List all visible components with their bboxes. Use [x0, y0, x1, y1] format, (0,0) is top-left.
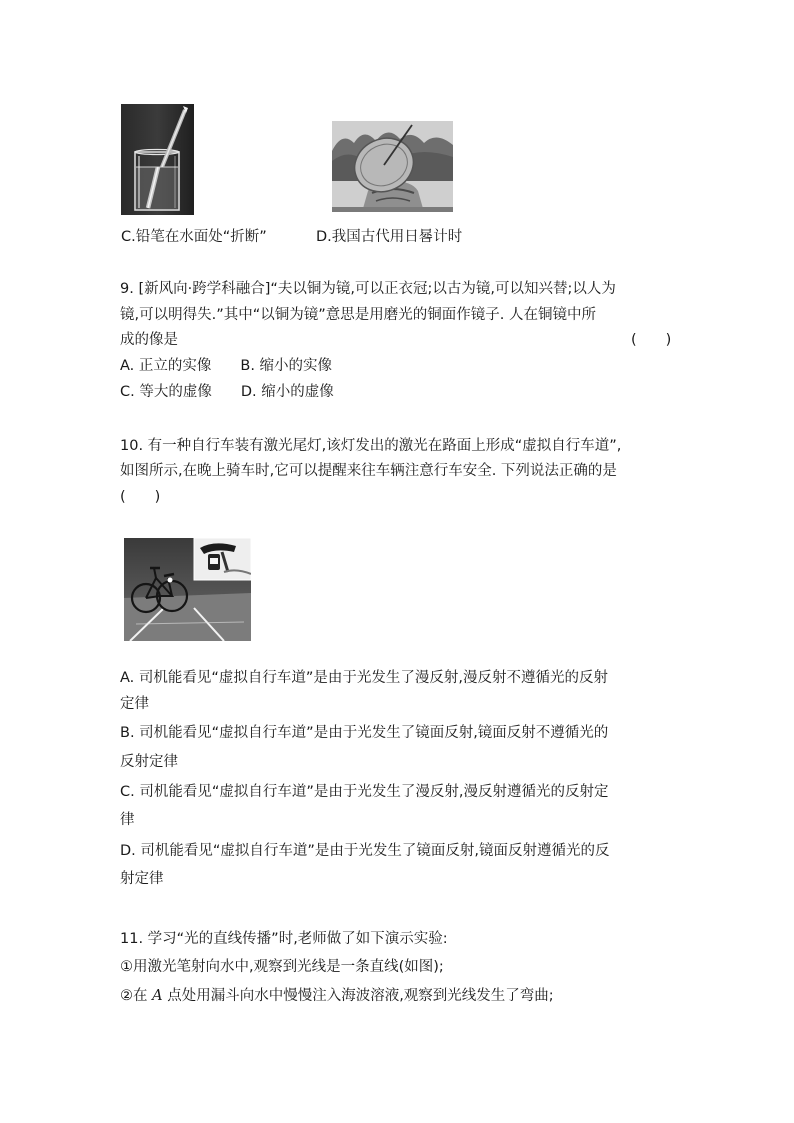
figure-c-caption: C.铅笔在水面处“折断”: [121, 229, 267, 245]
q9-line-1: 9. [新风向·跨学科融合]“夫以铜为镜,可以正衣冠;以古为镜,可以知兴替;以人为: [120, 281, 616, 297]
sundial-image: [332, 121, 453, 212]
q10-line-2: 如图所示,在晚上骑车时,它可以提醒来往车辆注意行车安全. 下列说法正确的是: [120, 463, 617, 479]
point-a-label: A: [152, 988, 163, 1004]
q10-option-d-line-1: D. 司机能看见“虚拟自行车道”是由于光发生了镜面反射,镜面反射遵循光的反: [120, 843, 610, 859]
q10-option-a-line-1: A. 司机能看见“虚拟自行车道”是由于光发生了漫反射,漫反射不遵循光的反射: [120, 670, 609, 686]
q9-answer-paren: ( ): [631, 332, 672, 348]
q10-option-a-line-2: 定律: [120, 696, 149, 712]
q10-line-3: ( ): [120, 489, 161, 505]
q11-line-3: [120, 986, 554, 1006]
q9-line-2: 镜,可以明得失.”其中“以铜为镜”意思是用磨光的铜面作镜子. 人在铜镜中所: [120, 307, 596, 323]
q11-line-3-post: 点处用漏斗向水中慢慢注入海波溶液,观察到光线发生了弯曲;: [162, 988, 554, 1004]
q9-line-3: 成的像是: [120, 332, 178, 348]
q11-line-2: ①用激光笔射向水中,观察到光线是一条直线(如图);: [120, 959, 444, 975]
q10-option-c-line-1: C. 司机能看见“虚拟自行车道”是由于光发生了漫反射,漫反射遵循光的反射定: [120, 784, 609, 800]
q10-option-b-line-2: 反射定律: [120, 754, 178, 770]
q11-line-1: 11. 学习“光的直线传播”时,老师做了如下演示实验:: [120, 931, 448, 947]
q10-option-d-line-2: 射定律: [120, 871, 164, 887]
q11-line-3-pre: ②在: [120, 988, 153, 1004]
q9-option-ab: A. 正立的实像 B. 缩小的实像: [120, 358, 333, 374]
figure-d-caption: D.我国古代用日晷计时: [316, 229, 463, 245]
q10-option-b-line-1: B. 司机能看见“虚拟自行车道”是由于光发生了镜面反射,镜面反射不遵循光的: [120, 725, 609, 741]
q10-option-c-line-2: 律: [120, 812, 135, 828]
pencil-in-water-image: [121, 104, 194, 215]
bicycle-laser-lane-image: [124, 538, 251, 641]
q9-option-cd: C. 等大的虚像 D. 缩小的虚像: [120, 384, 334, 400]
q10-line-1: 10. 有一种自行车装有激光尾灯,该灯发出的激光在路面上形成“虚拟自行车道”,: [120, 438, 622, 454]
